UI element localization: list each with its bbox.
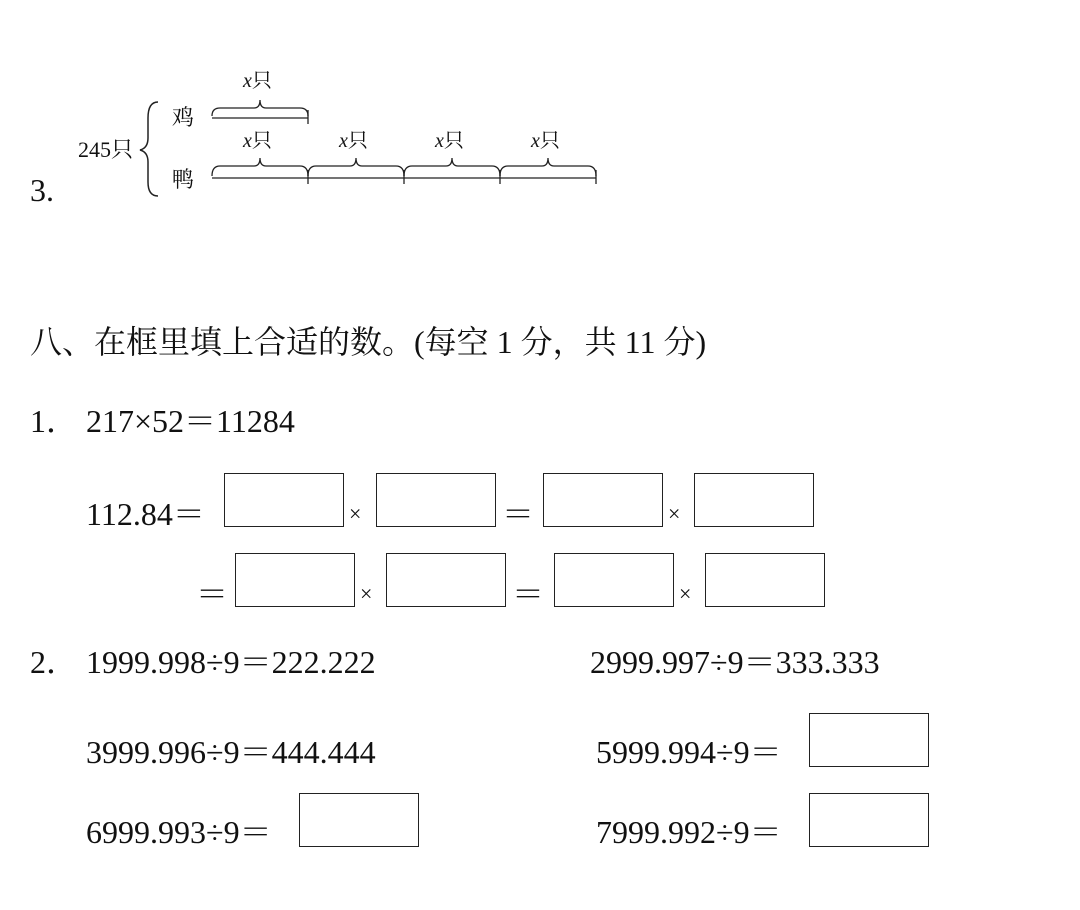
answer-box[interactable] <box>299 793 419 847</box>
duck-top-brace-2 <box>308 158 404 176</box>
question-1-statement: 217×52＝11284 <box>86 403 295 439</box>
answer-box[interactable] <box>705 553 825 607</box>
chicken-top-brace <box>212 100 308 116</box>
duck-segment-label-4: x只 <box>531 130 560 152</box>
answer-box[interactable] <box>376 473 496 527</box>
q1-lhs: 112.84＝ <box>86 496 205 532</box>
equals-sign: ＝ <box>502 496 535 532</box>
total-count-label: 245只 <box>78 137 134 162</box>
equation-1: 1999.998÷9＝222.222 <box>86 644 376 680</box>
curly-brace <box>140 102 158 196</box>
duck-segment-label-1: x只 <box>243 130 272 152</box>
duck-top-brace-1 <box>212 158 308 176</box>
times-sign: × <box>668 501 681 526</box>
duck-top-brace-3 <box>404 158 500 176</box>
problem-number-3: 3. <box>30 172 54 208</box>
duck-segment-label-2: x只 <box>339 130 368 152</box>
times-sign: × <box>349 501 362 526</box>
duck-top-brace-4 <box>500 158 596 176</box>
equation-6: 7999.992÷9＝ <box>596 814 782 850</box>
answer-box[interactable] <box>235 553 355 607</box>
answer-box[interactable] <box>809 713 929 767</box>
answer-box[interactable] <box>554 553 674 607</box>
answer-box[interactable] <box>809 793 929 847</box>
question-2-label: 2． <box>30 644 79 680</box>
chicken-segment-label: x只 <box>243 70 272 92</box>
answer-box[interactable] <box>543 473 663 527</box>
equation-4: 5999.994÷9＝ <box>596 734 782 770</box>
equation-3: 3999.996÷9＝444.444 <box>86 734 376 770</box>
answer-box[interactable] <box>386 553 506 607</box>
chicken-label: 鸡 <box>172 105 195 130</box>
question-1-label: 1． <box>30 403 79 439</box>
times-sign: × <box>360 581 373 606</box>
duck-segment-label-3: x只 <box>435 130 464 152</box>
section-title: 八、在框里填上合适的数。(每空 1 分，共 11 分) <box>30 324 707 360</box>
equals-sign: ＝ <box>196 576 229 612</box>
equation-2: 2999.997÷9＝333.333 <box>590 644 880 680</box>
answer-box[interactable] <box>224 473 344 527</box>
equals-sign: ＝ <box>512 576 545 612</box>
equation-5: 6999.993÷9＝ <box>86 814 272 850</box>
answer-box[interactable] <box>694 473 814 527</box>
duck-label: 鸭 <box>172 167 195 192</box>
times-sign: × <box>679 581 692 606</box>
